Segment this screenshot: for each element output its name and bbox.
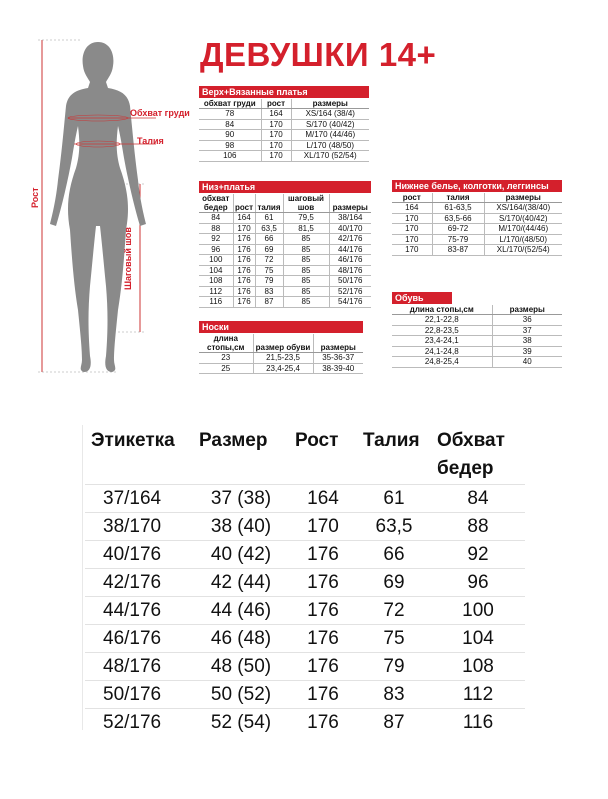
table-row (199, 353, 363, 364)
table-row (85, 653, 525, 681)
woman-silhouette-icon (28, 30, 198, 380)
table-row (85, 541, 525, 569)
table-row (199, 213, 371, 224)
column-header: талия (255, 194, 283, 213)
table-cell: 40/170 (329, 223, 371, 234)
table-cell: 106 (199, 151, 261, 162)
table-cell: 42/176 (329, 234, 371, 245)
table-cell: 72 (255, 255, 283, 266)
table-row (392, 245, 562, 256)
column-header: Этикетка (91, 430, 175, 451)
table-row (85, 513, 525, 541)
table-row (199, 244, 371, 255)
bottoms-table (199, 194, 371, 308)
table-cell: 176 (233, 255, 255, 266)
table-cell: 176 (289, 653, 357, 681)
table-cell: 176 (289, 597, 357, 625)
table-cell: 176 (289, 709, 357, 737)
socks-table (199, 334, 363, 374)
table-cell: 170 (289, 513, 357, 541)
table-cell: 164 (233, 213, 255, 224)
table-cell: 116 (431, 709, 525, 737)
table-cell: 23,4-25,4 (253, 363, 313, 374)
table-cell: 35-36-37 (313, 353, 363, 364)
table-cell: 21,5-23,5 (253, 353, 313, 364)
table-row (85, 597, 525, 625)
table-cell: 66 (255, 234, 283, 245)
table-cell: 48 (50) (193, 653, 289, 681)
table-cell: 81,5 (283, 223, 329, 234)
shoes-table (392, 305, 562, 368)
table-cell: 170 (261, 130, 291, 141)
table-cell: 46/176 (329, 255, 371, 266)
column-header: рост (233, 194, 255, 213)
column-header: размеры (484, 193, 562, 203)
table-cell: 38/170 (85, 513, 193, 541)
table-row (85, 569, 525, 597)
table-cell: 164 (261, 109, 291, 120)
table-row (199, 151, 369, 162)
table-cell: M/170 (44/46) (291, 130, 369, 141)
column-header: размеры (329, 194, 371, 213)
table-cell: 84 (199, 213, 233, 224)
table-row (85, 681, 525, 709)
table-cell: 87 (255, 297, 283, 308)
table-row (85, 485, 525, 513)
table-cell: 52 (54) (193, 709, 289, 737)
table-row (85, 625, 525, 653)
table-cell: 79 (255, 276, 283, 287)
table-cell: 23,4-24,1 (392, 336, 492, 347)
table-cell: 37/164 (85, 485, 193, 513)
table-header-row (199, 194, 371, 213)
table-cell: 108 (431, 653, 525, 681)
table-cell: 63,5 (255, 223, 283, 234)
table-cell: 108 (199, 276, 233, 287)
table-cell: 104 (199, 265, 233, 276)
table-cell: 44 (46) (193, 597, 289, 625)
table-cell: 42/176 (85, 569, 193, 597)
table-row (392, 336, 562, 347)
table-cell: 85 (283, 297, 329, 308)
table-cell: 61-63,5 (432, 203, 484, 214)
column-header: размер обуви (253, 334, 313, 353)
table-cell: 75 (255, 265, 283, 276)
table-cell: 164 (392, 203, 432, 214)
table-cell: 38 (40) (193, 513, 289, 541)
table-row (392, 357, 562, 368)
inseam-label: Шаговый шов (123, 227, 133, 290)
column-header: Рост (295, 430, 339, 451)
table-cell: 38 (492, 336, 562, 347)
socks-header: Носки (199, 321, 363, 333)
table-cell: 116 (199, 297, 233, 308)
table-cell: 85 (283, 255, 329, 266)
bottoms-header: Низ+платья (199, 181, 371, 193)
table-row (199, 297, 371, 308)
column-header: рост (261, 99, 291, 109)
table-cell: 100 (199, 255, 233, 266)
table-cell: 170 (392, 213, 432, 224)
table-cell: 48/176 (329, 265, 371, 276)
column-header: обхват груди (199, 99, 261, 109)
chest-label: Обхват груди (130, 108, 190, 118)
waist-label: Талия (137, 136, 164, 146)
column-header: обхват бедер (199, 194, 233, 213)
table-cell: 83 (357, 681, 431, 709)
table-cell: 22,8-23,5 (392, 325, 492, 336)
table-row (392, 213, 562, 224)
table-cell: 170 (392, 234, 432, 245)
table-row (199, 109, 369, 120)
table-cell: 69 (255, 244, 283, 255)
table-cell: 40 (42) (193, 541, 289, 569)
table-cell: 63,5-66 (432, 213, 484, 224)
column-header: длина стопы,см (199, 334, 253, 353)
table-cell: 170 (261, 151, 291, 162)
table-cell: 164 (289, 485, 357, 513)
column-header: размеры (291, 99, 369, 109)
table-row (392, 234, 562, 245)
table-cell: 37 (492, 325, 562, 336)
table-cell: 88 (199, 223, 233, 234)
table-row (392, 325, 562, 336)
table-cell: 69 (357, 569, 431, 597)
table-cell: 24,1-24,8 (392, 346, 492, 357)
table-cell: 52/176 (85, 709, 193, 737)
table-cell: L/170/(48/50) (484, 234, 562, 245)
table-cell: 75-79 (432, 234, 484, 245)
table-cell: 63,5 (357, 513, 431, 541)
table-cell: 38/164 (329, 213, 371, 224)
underwear-table (392, 193, 562, 256)
table-cell: 176 (233, 297, 255, 308)
table-header-row (392, 305, 562, 315)
table-cell: XL/170 (52/54) (291, 151, 369, 162)
table-cell: 84 (199, 119, 261, 130)
table-cell: 84 (431, 485, 525, 513)
column-header: размеры (313, 334, 363, 353)
table-cell: 50/176 (329, 276, 371, 287)
table-cell: S/170 (40/42) (291, 119, 369, 130)
table-cell: 85 (283, 265, 329, 276)
table-row (199, 119, 369, 130)
table-row (199, 255, 371, 266)
column-header: Размер (199, 430, 268, 451)
column-header: Талия (363, 430, 420, 451)
table-cell: 46 (48) (193, 625, 289, 653)
table-cell: 66 (357, 541, 431, 569)
table-cell: 61 (255, 213, 283, 224)
table-cell: 100 (431, 597, 525, 625)
table-cell: 176 (289, 541, 357, 569)
table-cell: 170 (392, 245, 432, 256)
table-cell: 85 (283, 286, 329, 297)
table-cell: 50/176 (85, 681, 193, 709)
table-cell: 40/176 (85, 541, 193, 569)
table-cell: 42 (44) (193, 569, 289, 597)
column-header: размеры (492, 305, 562, 315)
table-cell: 176 (233, 265, 255, 276)
table-cell: 54/176 (329, 297, 371, 308)
table-cell: 112 (431, 681, 525, 709)
table-cell: 52/176 (329, 286, 371, 297)
table-cell: 25 (199, 363, 253, 374)
column-header: Обхват бедер (437, 430, 505, 479)
table-cell: 38-39-40 (313, 363, 363, 374)
table-cell: 69-72 (432, 224, 484, 235)
table-cell: 176 (233, 276, 255, 287)
table-cell: 79,5 (283, 213, 329, 224)
shoes-header: Обувь (392, 292, 452, 304)
table-row (392, 346, 562, 357)
table-cell: 170 (392, 224, 432, 235)
column-header: шаговый шов (283, 194, 329, 213)
table-cell: 83-87 (432, 245, 484, 256)
table-cell: L/170 (48/50) (291, 140, 369, 151)
table-cell: 44/176 (329, 244, 371, 255)
table-cell: 87 (357, 709, 431, 737)
body-measurement-figure (28, 30, 198, 380)
table-cell: XS/164 (38/4) (291, 109, 369, 120)
table-row (199, 363, 363, 374)
table-cell: 176 (233, 234, 255, 245)
table-row (199, 130, 369, 141)
table-row (199, 223, 371, 234)
table-cell: 85 (283, 276, 329, 287)
table-header-row (199, 99, 369, 109)
table-cell: 75 (357, 625, 431, 653)
table-cell: 176 (289, 569, 357, 597)
table-cell: 83 (255, 286, 283, 297)
table-row (199, 286, 371, 297)
size-table (85, 425, 525, 736)
table-cell: 79 (357, 653, 431, 681)
table-cell: 170 (261, 140, 291, 151)
table-cell: 170 (261, 119, 291, 130)
table-row (85, 709, 525, 737)
page-title: ДЕВУШКИ 14+ (200, 36, 437, 73)
table-cell: 90 (199, 130, 261, 141)
table-cell: 176 (289, 625, 357, 653)
table-cell: 170 (233, 223, 255, 234)
table-cell: 96 (431, 569, 525, 597)
table-frame (82, 425, 83, 730)
table-cell: 39 (492, 346, 562, 357)
table-cell: 92 (199, 234, 233, 245)
tops-table (199, 99, 369, 162)
table-cell: 78 (199, 109, 261, 120)
table-cell: 23 (199, 353, 253, 364)
table-row (199, 140, 369, 151)
table-header-row (85, 425, 525, 485)
table-cell: S/170/(40/42) (484, 213, 562, 224)
table-cell: 72 (357, 597, 431, 625)
table-cell: 36 (492, 315, 562, 326)
table-row (392, 203, 562, 214)
table-cell: 104 (431, 625, 525, 653)
table-row (199, 234, 371, 245)
table-cell: 85 (283, 234, 329, 245)
table-cell: 37 (38) (193, 485, 289, 513)
table-cell: 48/176 (85, 653, 193, 681)
table-cell: 61 (357, 485, 431, 513)
table-cell: 46/176 (85, 625, 193, 653)
table-cell: 88 (431, 513, 525, 541)
column-header: длина стопы,см (392, 305, 492, 315)
table-cell: 24,8-25,4 (392, 357, 492, 368)
table-cell: 22,1-22,8 (392, 315, 492, 326)
column-header: рост (392, 193, 432, 203)
table-row (392, 224, 562, 235)
table-cell: 176 (233, 244, 255, 255)
table-cell: 92 (431, 541, 525, 569)
table-cell: 98 (199, 140, 261, 151)
table-cell: 44/176 (85, 597, 193, 625)
underwear-header: Нижнее белье, колготки, леггинсы (392, 180, 562, 192)
tops-header: Верх+Вязанные платья (199, 86, 369, 98)
table-header-row (199, 334, 363, 353)
column-header: талия (432, 193, 484, 203)
table-row (392, 315, 562, 326)
table-cell: 40 (492, 357, 562, 368)
table-cell: 176 (233, 286, 255, 297)
table-cell: 112 (199, 286, 233, 297)
table-cell: M/170/(44/46) (484, 224, 562, 235)
table-row (199, 276, 371, 287)
table-header-row (392, 193, 562, 203)
height-label: Рост (30, 187, 40, 208)
table-cell: XL/170/(52/54) (484, 245, 562, 256)
table-cell: 96 (199, 244, 233, 255)
table-cell: 176 (289, 681, 357, 709)
table-cell: XS/164/(38/40) (484, 203, 562, 214)
table-row (199, 265, 371, 276)
table-cell: 85 (283, 244, 329, 255)
table-cell: 50 (52) (193, 681, 289, 709)
